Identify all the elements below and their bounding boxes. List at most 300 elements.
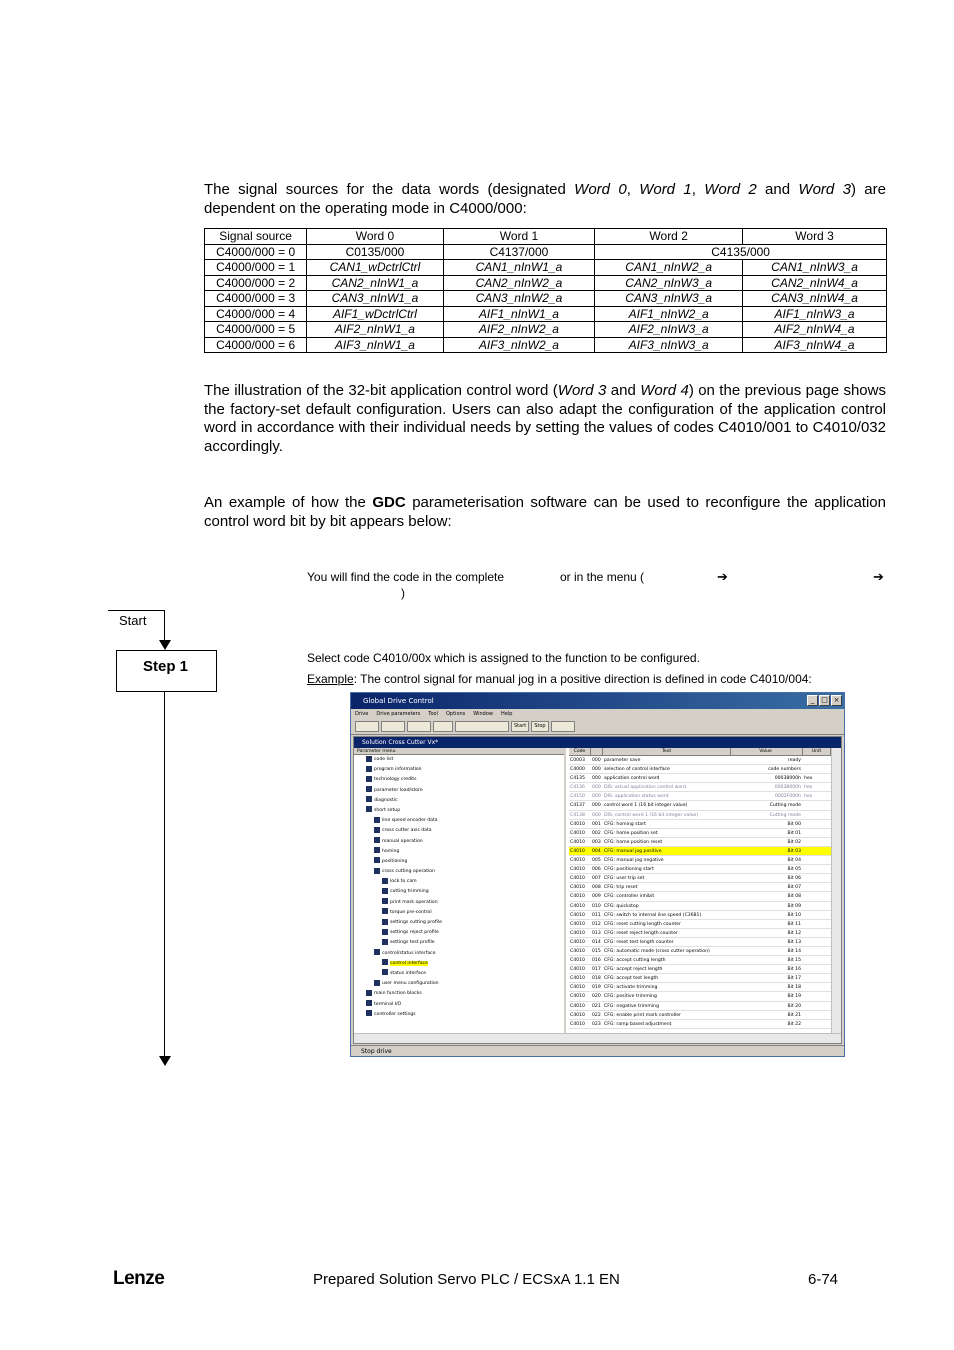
folder-icon bbox=[374, 949, 380, 955]
grid-cell: 022 bbox=[592, 1012, 601, 1018]
tree-item[interactable] bbox=[354, 867, 564, 877]
parameter-tree bbox=[354, 748, 566, 1033]
grid-row[interactable] bbox=[569, 792, 831, 801]
hint-text-2: or in the menu ( bbox=[560, 570, 645, 584]
grid-row[interactable] bbox=[569, 956, 831, 965]
grid-cell bbox=[803, 911, 831, 919]
grid-row[interactable] bbox=[569, 911, 831, 920]
grid-cell: 012 bbox=[592, 921, 601, 927]
table-cell: C4137/000 bbox=[443, 244, 595, 260]
grid-cell: CFG: manual jog positive bbox=[604, 848, 662, 854]
tree-item-label: cross cutting operation bbox=[382, 869, 436, 875]
tree-item-label: program information bbox=[374, 767, 422, 773]
folder-icon bbox=[374, 817, 380, 823]
grid-cell: Bit 10 bbox=[787, 912, 801, 918]
grid-cell: DIS: application status word bbox=[604, 794, 669, 800]
grid-cell: C4010 bbox=[570, 948, 585, 954]
grid-cell: C4010 bbox=[570, 894, 585, 900]
table-header: Word 3 bbox=[743, 229, 887, 245]
grid-cell: 011 bbox=[592, 912, 601, 918]
grid-header-cell[interactable]: Value bbox=[731, 748, 803, 755]
tree-item[interactable] bbox=[354, 837, 564, 847]
grid-cell: Bit 18 bbox=[787, 985, 801, 991]
grid-cell: Bit 05 bbox=[787, 867, 801, 873]
table-row bbox=[205, 244, 887, 260]
grid-cell: 013 bbox=[592, 930, 601, 936]
grid-cell: Bit 22 bbox=[787, 1021, 801, 1027]
tree-item[interactable] bbox=[354, 755, 564, 765]
table-header: Word 2 bbox=[595, 229, 743, 245]
horizontal-scrollbar[interactable] bbox=[354, 1033, 841, 1043]
grid-cell: C4010 bbox=[570, 1003, 585, 1009]
arrow-right-icon: ➔ bbox=[717, 569, 728, 584]
table-cell: CAN1_nInW1_a bbox=[443, 260, 595, 276]
grid-cell: C4010 bbox=[570, 976, 585, 982]
tree-item[interactable] bbox=[354, 938, 564, 948]
hint-text-1: You will find the code in the complete bbox=[307, 570, 505, 584]
grid-cell: C4010 bbox=[570, 994, 585, 1000]
grid-cell: C4000 bbox=[570, 767, 585, 773]
menu-item[interactable]: Drive parameters bbox=[376, 711, 421, 717]
tree-item[interactable] bbox=[354, 928, 564, 938]
tree-item[interactable] bbox=[354, 969, 564, 979]
grid-cell: application control word bbox=[604, 776, 660, 782]
grid-cell: CFG: ramp based adjustment bbox=[604, 1021, 672, 1027]
grid-cell: 023 bbox=[592, 1021, 601, 1027]
table-cell: C0135/000 bbox=[307, 244, 443, 260]
folder-icon bbox=[366, 786, 372, 792]
step1-description: Select code C4010/00x which is assigned to the function to be configured. bbox=[307, 651, 700, 665]
grid-cell: CFG: enable print mark controller bbox=[604, 1012, 681, 1018]
grid-cell: CFG: trip reset bbox=[604, 885, 638, 891]
table-cell: CAN3_nInW1_a bbox=[307, 291, 443, 307]
toolbar-icon[interactable] bbox=[433, 721, 453, 732]
menu-item[interactable]: Tool bbox=[428, 711, 438, 717]
table-row bbox=[205, 322, 887, 338]
grid-cell: control word 1 (16 bit integer value) bbox=[604, 803, 688, 809]
table-cell: AIF1_nInW1_a bbox=[443, 306, 595, 322]
table-cell: C4000/000 = 3 bbox=[205, 291, 307, 307]
grid-cell: 00038000h bbox=[774, 776, 801, 782]
grid-cell: C4010 bbox=[570, 939, 585, 945]
toolbar-icon[interactable] bbox=[551, 721, 575, 732]
grid-cell bbox=[803, 856, 831, 864]
grid-cell: 018 bbox=[592, 976, 601, 982]
folder-icon bbox=[374, 868, 380, 874]
folder-icon bbox=[366, 990, 372, 996]
status-bar: Stop drive bbox=[351, 1045, 844, 1056]
tree-item[interactable] bbox=[354, 979, 564, 989]
grid-row[interactable] bbox=[569, 1011, 831, 1020]
grid-cell bbox=[803, 829, 831, 837]
flow-start-label: Start bbox=[119, 613, 147, 628]
grid-row[interactable] bbox=[569, 883, 831, 892]
grid-cell: 001 bbox=[592, 821, 601, 827]
grid-cell: C4150 bbox=[570, 794, 585, 800]
grid-cell: DIS: control word 1 (16 bit integer value) bbox=[604, 812, 699, 818]
tree-item[interactable] bbox=[354, 857, 564, 867]
maximize-icon[interactable]: □ bbox=[819, 695, 830, 706]
grid-cell: Bit 06 bbox=[787, 876, 801, 882]
control-word-paragraph: The illustration of the 32-bit application control word (Word 3 and Word 4) on the previous page shows the factory-set default configuration. Users can also adapt the configuration of the application control word in accordance with their individual needs by setting the values of codes C4010/001 to C4010/032 accordingly. bbox=[204, 382, 886, 455]
grid-row[interactable] bbox=[569, 947, 831, 956]
arrow-right-icon: ➔ bbox=[873, 569, 884, 584]
table-cell: C4000/000 = 2 bbox=[205, 275, 307, 291]
table-cell: CAN3_nInW3_a bbox=[595, 291, 743, 307]
table-cell: C4135/000 bbox=[595, 244, 887, 260]
grid-cell: C4010 bbox=[570, 930, 585, 936]
grid-cell: 017 bbox=[592, 967, 601, 973]
grid-cell: 003 bbox=[592, 839, 601, 845]
folder-icon bbox=[382, 898, 388, 904]
grid-cell bbox=[803, 847, 831, 855]
table-cell: AIF2_nInW3_a bbox=[595, 322, 743, 338]
gdc-example-paragraph: An example of how the GDC parameterisation software can be used to reconfigure the application control word bit by bit appears below: bbox=[204, 494, 886, 530]
tree-item[interactable] bbox=[354, 959, 564, 969]
grid-row[interactable] bbox=[569, 838, 831, 847]
grid-cell: 014 bbox=[592, 939, 601, 945]
grid-row[interactable] bbox=[569, 874, 831, 883]
folder-icon bbox=[382, 969, 388, 975]
grid-cell: 009 bbox=[592, 894, 601, 900]
hint-close-paren: ) bbox=[401, 586, 405, 600]
grid-cell: code numbers bbox=[768, 767, 801, 773]
tree-header: Parameter menu bbox=[354, 748, 564, 755]
grid-cell: CFG: automatic mode (cross cutter operation) bbox=[604, 948, 710, 954]
grid-cell: ready bbox=[787, 758, 801, 763]
grid-cell bbox=[803, 765, 831, 773]
grid-cell: 000 bbox=[592, 758, 601, 763]
table-row bbox=[205, 260, 887, 276]
grid-row[interactable] bbox=[569, 1002, 831, 1011]
grid-cell bbox=[803, 947, 831, 955]
gdc-window-title: Global Drive Control bbox=[363, 697, 434, 705]
table-cell: AIF1_nInW3_a bbox=[743, 306, 887, 322]
grid-cell bbox=[803, 992, 831, 1000]
grid-row[interactable] bbox=[569, 992, 831, 1001]
grid-cell: hex bbox=[804, 794, 813, 800]
table-cell: CAN3_nInW2_a bbox=[443, 291, 595, 307]
grid-cell: CFG: home position set bbox=[604, 830, 658, 836]
grid-cell: hex bbox=[804, 785, 813, 791]
gdc-menubar bbox=[351, 709, 844, 719]
tree-item-label: settings reject profile bbox=[390, 930, 439, 936]
tree-item[interactable] bbox=[354, 775, 564, 785]
grid-cell bbox=[803, 892, 831, 900]
grid-row[interactable] bbox=[569, 920, 831, 929]
table-cell: C4000/000 = 4 bbox=[205, 306, 307, 322]
grid-row[interactable] bbox=[569, 801, 831, 810]
tree-item-label: manual operation bbox=[382, 838, 423, 844]
step1-example: Example: The control signal for manual jog in a positive direction is defined in code C4010/004: bbox=[307, 672, 812, 686]
grid-cell: CFG: negative trimming bbox=[604, 1003, 659, 1009]
grid-row[interactable] bbox=[569, 829, 831, 838]
grid-row[interactable] bbox=[569, 983, 831, 992]
grid-cell bbox=[803, 1011, 831, 1019]
grid-cell: 000 bbox=[592, 812, 601, 818]
grid-cell: DIS: actual application control word bbox=[604, 785, 686, 791]
table-cell: CAN2_nInW2_a bbox=[443, 275, 595, 291]
table-row bbox=[205, 306, 887, 322]
grid-cell: Bit 15 bbox=[787, 958, 801, 964]
folder-icon bbox=[366, 1010, 372, 1016]
tree-item[interactable] bbox=[354, 1000, 564, 1010]
table-cell: C4000/000 = 0 bbox=[205, 244, 307, 260]
grid-cell bbox=[803, 756, 831, 764]
grid-cell: CFG: homing start bbox=[604, 821, 646, 827]
grid-row[interactable] bbox=[569, 974, 831, 983]
grid-cell: CFG: reset reject length counter bbox=[604, 930, 678, 936]
toolbar-icon[interactable] bbox=[381, 721, 405, 732]
tree-item-label: status interface bbox=[390, 970, 427, 976]
grid-cell: C4010 bbox=[570, 867, 585, 873]
grid-cell: parameter save bbox=[604, 758, 641, 763]
grid-cell: 005 bbox=[592, 858, 601, 864]
grid-cell: Cutting mode bbox=[769, 812, 801, 818]
grid-cell bbox=[803, 1002, 831, 1010]
menu-item[interactable]: Window bbox=[473, 711, 493, 717]
grid-cell: 000 bbox=[592, 776, 601, 782]
table-cell: CAN2_nInW3_a bbox=[595, 275, 743, 291]
table-row bbox=[205, 275, 887, 291]
grid-cell: C4010 bbox=[570, 876, 585, 882]
grid-cell: 020 bbox=[592, 994, 601, 1000]
tree-item[interactable] bbox=[354, 765, 564, 775]
grid-row[interactable] bbox=[569, 783, 831, 792]
grid-row[interactable] bbox=[569, 929, 831, 938]
table-row bbox=[205, 337, 887, 353]
table-cell: CAN1_wDctrlCtrl bbox=[307, 260, 443, 276]
toolbar-icon[interactable] bbox=[355, 721, 379, 732]
grid-cell: 010 bbox=[592, 903, 601, 909]
folder-icon bbox=[382, 939, 388, 945]
grid-cell: 021 bbox=[592, 1003, 601, 1009]
grid-cell: 019 bbox=[592, 985, 601, 991]
grid-cell: C0003 bbox=[570, 758, 585, 763]
grid-cell bbox=[803, 1020, 831, 1028]
grid-header-cell[interactable]: Code bbox=[569, 748, 591, 755]
menu-item[interactable]: Help bbox=[501, 711, 513, 717]
grid-cell bbox=[803, 874, 831, 882]
flow-connector bbox=[164, 610, 165, 642]
lenze-logo: Lenze bbox=[113, 1268, 165, 1289]
folder-icon bbox=[366, 1000, 372, 1006]
grid-row[interactable] bbox=[569, 811, 831, 820]
table-cell: CAN3_nInW4_a bbox=[743, 291, 887, 307]
grid-cell bbox=[803, 811, 831, 819]
grid-cell: CFG: switch to internal line speed (C3681) bbox=[604, 912, 702, 918]
grid-cell: CFG: accept reject length bbox=[604, 967, 663, 973]
tree-item-label: cutting trimming bbox=[390, 889, 429, 895]
table-cell: C4000/000 = 6 bbox=[205, 337, 307, 353]
parameter-grid bbox=[569, 748, 831, 1033]
grid-cell: 015 bbox=[592, 948, 601, 954]
grid-cell: CFG: accept cutting length bbox=[604, 958, 666, 964]
start-button[interactable]: Start bbox=[511, 721, 529, 732]
folder-icon bbox=[366, 796, 372, 802]
grid-cell: 00038000h bbox=[774, 785, 801, 791]
table-cell: AIF3_nInW2_a bbox=[443, 337, 595, 353]
table-cell: AIF2_nInW1_a bbox=[307, 322, 443, 338]
grid-cell: Cutting mode bbox=[769, 803, 801, 809]
tree-item[interactable] bbox=[354, 949, 564, 959]
grid-cell: CFG: positive trimming bbox=[604, 994, 657, 1000]
tree-item-label: settings test profile bbox=[390, 940, 435, 946]
grid-row[interactable] bbox=[569, 820, 831, 829]
grid-header-cell[interactable]: Text bbox=[603, 748, 731, 755]
grid-row[interactable] bbox=[569, 892, 831, 901]
grid-cell: CFG: positioning start bbox=[604, 867, 654, 873]
grid-cell: C4010 bbox=[570, 1021, 585, 1027]
grid-row[interactable] bbox=[569, 774, 831, 783]
grid-row[interactable] bbox=[569, 765, 831, 774]
tree-item[interactable] bbox=[354, 826, 564, 836]
grid-cell bbox=[803, 801, 831, 809]
folder-icon bbox=[366, 756, 372, 762]
grid-cell: CFG: manual jog negative bbox=[604, 858, 664, 864]
folder-icon bbox=[366, 766, 372, 772]
table-cell: AIF3_nInW1_a bbox=[307, 337, 443, 353]
tree-item-label: line speed encoder data bbox=[382, 818, 438, 824]
table-row bbox=[205, 291, 887, 307]
tree-item-label: user menu configuration bbox=[382, 981, 439, 987]
table-header-row bbox=[205, 229, 887, 245]
flow-connector bbox=[164, 692, 165, 1058]
grid-row[interactable] bbox=[569, 756, 831, 765]
tree-item[interactable] bbox=[354, 816, 564, 826]
grid-cell: C4010 bbox=[570, 839, 585, 845]
grid-cell: 000 bbox=[592, 785, 601, 791]
grid-cell: Bit 02 bbox=[787, 839, 801, 845]
tree-item-label: controller settings bbox=[374, 1011, 416, 1017]
grid-row[interactable] bbox=[569, 1020, 831, 1029]
grid-cell: CFG: activate trimming bbox=[604, 985, 658, 991]
flow-connector bbox=[108, 610, 165, 611]
close-icon[interactable]: × bbox=[831, 695, 842, 706]
grid-row[interactable] bbox=[569, 865, 831, 874]
grid-cell: C4010 bbox=[570, 921, 585, 927]
minimize-icon[interactable]: _ bbox=[807, 695, 818, 706]
folder-icon bbox=[374, 847, 380, 853]
grid-row[interactable] bbox=[569, 965, 831, 974]
folder-icon bbox=[374, 980, 380, 986]
grid-cell bbox=[803, 938, 831, 946]
grid-cell bbox=[803, 838, 831, 846]
grid-cell bbox=[803, 865, 831, 873]
folder-icon bbox=[382, 888, 388, 894]
tree-item[interactable] bbox=[354, 898, 564, 908]
grid-cell: Bit 17 bbox=[787, 976, 801, 982]
tree-item[interactable] bbox=[354, 908, 564, 918]
footer-page-number: 6-74 bbox=[808, 1271, 839, 1288]
folder-icon bbox=[382, 919, 388, 925]
folder-icon bbox=[382, 929, 388, 935]
grid-row[interactable] bbox=[569, 938, 831, 947]
signal-source-table bbox=[204, 228, 887, 353]
grid-cell: selection of control interface bbox=[604, 767, 670, 773]
toolbar-icon[interactable] bbox=[455, 721, 509, 732]
grid-row[interactable] bbox=[569, 856, 831, 865]
tree-item[interactable] bbox=[354, 796, 564, 806]
toolbar-icon[interactable] bbox=[407, 721, 431, 732]
tree-item-label: control/status interface bbox=[382, 950, 436, 956]
grid-header-cell[interactable] bbox=[591, 748, 603, 755]
stop-button[interactable]: Stop bbox=[531, 721, 548, 732]
grid-cell: C4010 bbox=[570, 912, 585, 918]
grid-cell: Bit 07 bbox=[787, 885, 801, 891]
grid-cell: hex bbox=[804, 776, 813, 782]
grid-row[interactable] bbox=[569, 847, 831, 856]
grid-cell: Bit 20 bbox=[787, 1003, 801, 1009]
gdc-window bbox=[350, 692, 845, 1057]
table-cell: AIF2_nInW2_a bbox=[443, 322, 595, 338]
menu-item[interactable]: Drive bbox=[355, 711, 369, 717]
table-cell: AIF3_nInW4_a bbox=[743, 337, 887, 353]
grid-cell: 000 bbox=[592, 794, 601, 800]
folder-icon bbox=[374, 837, 380, 843]
step1-box bbox=[116, 650, 217, 692]
tree-item[interactable] bbox=[354, 887, 564, 897]
arrow-down-icon bbox=[159, 1056, 171, 1066]
tree-item-label: cross cutter axis data bbox=[382, 828, 432, 834]
tree-item-label: terminal I/O bbox=[374, 1001, 402, 1007]
grid-row[interactable] bbox=[569, 902, 831, 911]
tree-item-label: settings cutting profile bbox=[390, 920, 442, 925]
tree-item[interactable] bbox=[354, 786, 564, 796]
grid-cell: C4138 bbox=[570, 812, 585, 818]
table-cell: CAN2_nInW1_a bbox=[307, 275, 443, 291]
intro-paragraph: The signal sources for the data words (designated Word 0, Word 1, Word 2 and Word 3) are dependent on the operating mode in C4000/000: bbox=[204, 181, 886, 217]
vertical-scrollbar[interactable] bbox=[831, 748, 841, 1033]
folder-icon bbox=[382, 878, 388, 884]
tree-item[interactable] bbox=[354, 989, 564, 999]
folder-icon bbox=[366, 806, 372, 812]
grid-cell: Bit 14 bbox=[787, 948, 801, 954]
grid-cell: C4010 bbox=[570, 848, 585, 854]
grid-cell: C4010 bbox=[570, 885, 585, 891]
grid-cell: CFG: quickstop bbox=[604, 903, 639, 909]
grid-cell: C4010 bbox=[570, 903, 585, 909]
folder-icon bbox=[374, 827, 380, 833]
grid-cell: 008 bbox=[592, 885, 601, 891]
grid-cell bbox=[803, 974, 831, 982]
tree-item[interactable] bbox=[354, 1010, 564, 1020]
grid-cell bbox=[803, 902, 831, 910]
grid-cell: C4137 bbox=[570, 803, 585, 809]
grid-cell: C4010 bbox=[570, 985, 585, 991]
grid-cell: Bit 09 bbox=[787, 903, 801, 909]
menu-item[interactable]: Options bbox=[445, 711, 466, 717]
grid-cell: Bit 08 bbox=[787, 894, 801, 900]
table-body bbox=[205, 260, 887, 353]
tree-item-label: code list bbox=[374, 757, 394, 762]
grid-cell bbox=[803, 965, 831, 973]
grid-header-cell[interactable]: Unit bbox=[803, 748, 831, 755]
tree-item[interactable] bbox=[354, 918, 564, 928]
subwindow-title: Solution Cross Cutter Vx* bbox=[354, 737, 841, 748]
step1-label: Step 1 bbox=[143, 658, 189, 675]
table-cell: AIF3_nInW3_a bbox=[595, 337, 743, 353]
grid-cell: Bit 03 bbox=[787, 848, 801, 854]
tree-item-label: torque pre-control bbox=[390, 909, 432, 915]
tree-item[interactable] bbox=[354, 806, 564, 816]
arrow-down-icon bbox=[159, 640, 171, 650]
tree-item[interactable] bbox=[354, 847, 564, 857]
grid-cell: C4135 bbox=[570, 776, 585, 782]
tree-item[interactable] bbox=[354, 877, 564, 887]
table-header: Word 1 bbox=[443, 229, 595, 245]
grid-cell: C4010 bbox=[570, 858, 585, 864]
